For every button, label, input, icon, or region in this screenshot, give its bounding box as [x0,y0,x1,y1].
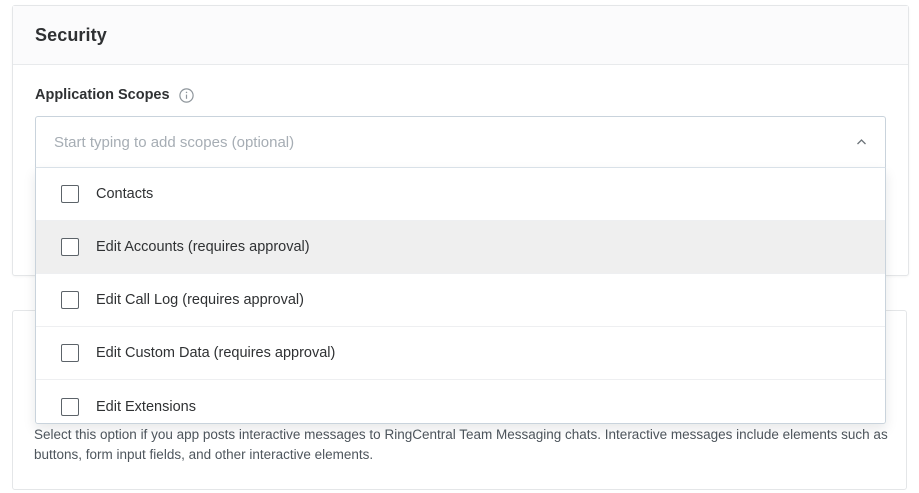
application-scopes-label: Application Scopes [35,87,170,103]
dropdown-option-edit-call-log[interactable] [36,274,885,327]
security-card-header [13,6,908,65]
application-scopes-label-row [35,87,886,103]
application-scopes-combobox[interactable] [35,116,886,168]
checkbox-icon[interactable] [61,291,79,309]
info-circle-icon[interactable] [179,88,194,103]
checkbox-icon[interactable] [61,344,79,362]
chevron-up-icon[interactable] [853,134,869,150]
application-scopes-input[interactable] [52,133,845,152]
dropdown-option-label: Edit Accounts (requires approval) [96,239,310,255]
checkbox-icon[interactable] [61,238,79,256]
checkbox-icon[interactable] [61,398,79,416]
dropdown-option-edit-custom-data[interactable] [36,327,885,380]
dropdown-option-label: Contacts [96,186,154,202]
interactive-messages-description: Select this option if you app posts interactive messages to RingCentral Team Messaging chats. Interactive messages include elements such as buttons, form input fields, and other interactive elements. [34,427,888,462]
application-scopes-dropdown[interactable] [35,168,886,424]
dropdown-option-label: Edit Custom Data (requires approval) [96,345,336,361]
dropdown-option-edit-extensions[interactable] [36,380,885,424]
dropdown-option-label: Edit Call Log (requires approval) [96,292,304,308]
page-title: Security [35,24,107,45]
checkbox-icon[interactable] [61,185,79,203]
dropdown-option-contacts[interactable] [36,168,885,221]
dropdown-option-label: Edit Extensions [96,398,196,415]
dropdown-option-edit-accounts[interactable] [36,221,885,274]
